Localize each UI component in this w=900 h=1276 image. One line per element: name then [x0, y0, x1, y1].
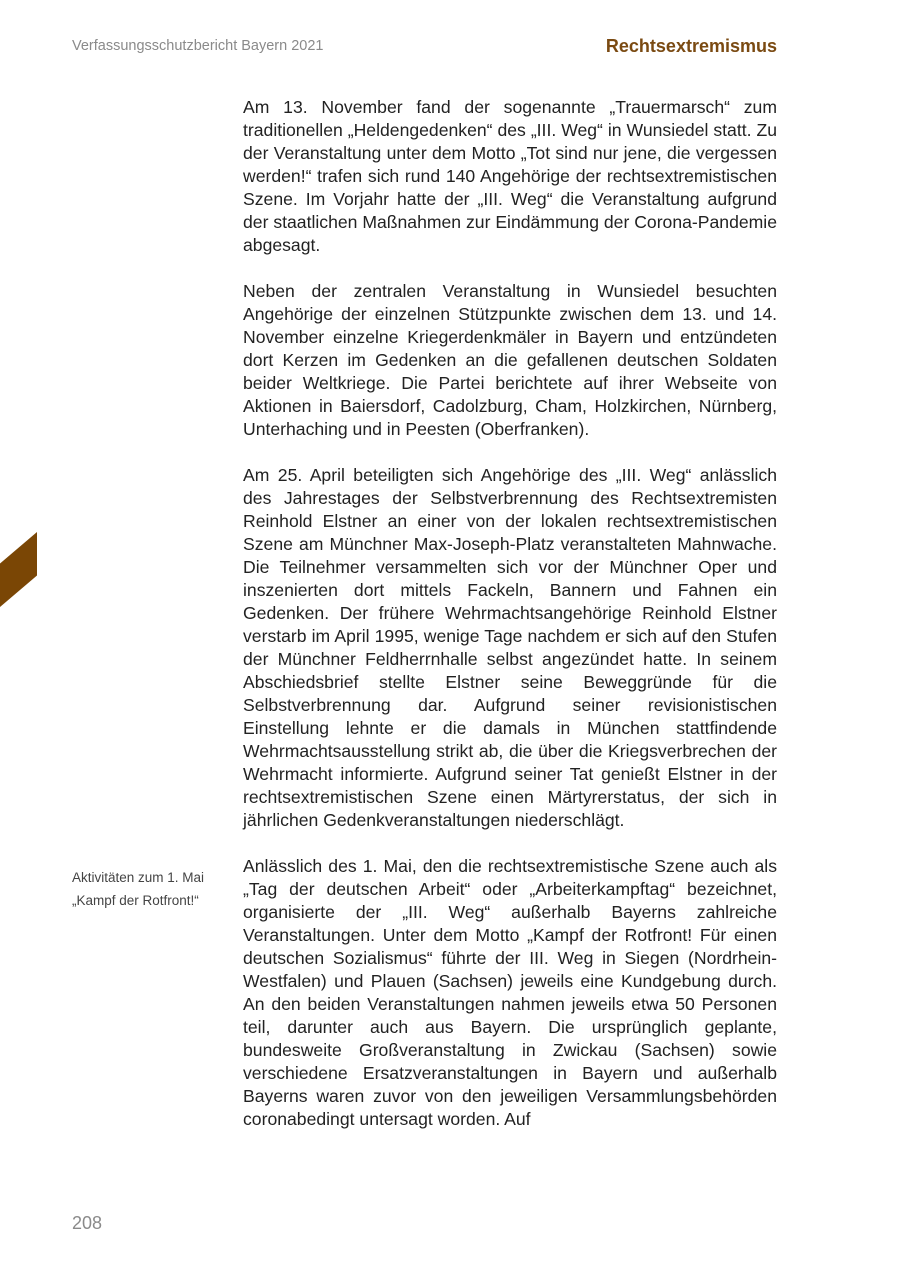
body-text-column: [243, 96, 777, 1154]
paragraph-mahnwache: Am 25. April beteiligten sich Angehörige des „III. Weg“ anlässlich des Jahrestages der Selbstverbrennung des Rechtsextremisten Reinhold Elstner an einer von der lokalen rechtsextremistischen Szene am Münchner Max-Joseph-Platz veranstalteten Mahnwache. Die Teilnehmer versammelten sich vor der Münchner Oper und inszenierten dort mittels Fackeln, Bannern und Fahnen ein Gedenken. Der frühere Wehrmachtsangehörige Reinhold Elstner verstarb im April 1995, wenige Tage nachdem er sich auf den Stufen der Münchner Feldherrnhalle selbst angezündet hatte. In seinem Abschiedsbrief stellte Elstner seine Beweggründe für die Selbstverbrennung dar. Aufgrund seiner revisionistischen Einstellung lehnte er die damals in München stattfindende Wehrmachtsausstellung strikt ab, die über die Kriegsverbrechen der Wehrmacht informierte. Aufgrund seiner Tat genießt Elstner in der rechtsextremistischen Szene einen Märtyrerstatus, der sich in jährlichen Gedenkveranstaltungen niederschlägt.: [243, 465, 777, 830]
chapter-title: Rechtsextremismus: [605, 36, 777, 56]
paragraph-erster-mai: Anlässlich des 1. Mai, den die rechtsextremistische Szene auch als „Tag der deutschen Arbeit“ oder „Arbeiterkampftag“ bezeichnet, organisierte der „III. Weg“ außerhalb Bayerns zahlreiche Veranstaltungen. Unter dem Motto „Kampf der Rotfront! Für einen deutschen Sozialismus“ führte der III. Weg in Siegen (Nordrhein-Westfalen) und Plauen (Sachsen) jeweils eine Kundgebung durch. An den beiden Veranstaltungen nahmen jeweils etwa 50 Personen teil, darunter auch aus Bayern. Die ursprünglich geplante, bundesweite Großveranstaltung in Zwickau (Sachsen) sowie verschiedene Ersatzveranstaltungen in Bayern und außerhalb Bayerns waren zuvor von den jeweiligen Versammlungsbehörden coronabedingt untersagt worden. Auf: [243, 856, 777, 1129]
paragraph-trauermarsch: Am 13. November fand der sogenannte „Trauermarsch“ zum traditionellen „Heldengedenken“ des „III. Weg“ in Wunsiedel statt. Zu der Veranstaltung unter dem Motto „Tot sind nur jene, die vergessen werden!“ trafen sich rund 140 Angehörige der rechtsextremistischen Szene. Im Vorjahr hatte der „III. Weg“ die Veranstaltung aufgrund der staatlichen Maßnahmen zur Eindämmung der Corona-Pandemie abgesagt.: [243, 97, 777, 255]
chapter-side-tab: [0, 532, 37, 607]
page-number: 208: [72, 1213, 103, 1233]
report-title: Verfassungsschutzbericht Bayern 2021: [72, 38, 324, 54]
paragraph-kriegerdenkmaeler: Neben der zentralen Veranstaltung in Wunsiedel besuchten Angehörige der einzelnen Stützpunkte zwischen dem 13. und 14. November einzelne Kriegerdenkmäler in Bayern und entzündeten dort Kerzen im Gedenken an die gefallenen deutschen Soldaten beider Weltkriege. Die Partei berichtete auf ihrer Webseite von Aktionen in Baiersdorf, Cadolzburg, Cham, Holzkirchen, Nürnberg, Unterhaching und in Peesten (Oberfranken).: [243, 281, 777, 439]
margin-note: Aktivitäten zum 1. Mai „Kampf der Rotfront!“: [72, 870, 205, 908]
